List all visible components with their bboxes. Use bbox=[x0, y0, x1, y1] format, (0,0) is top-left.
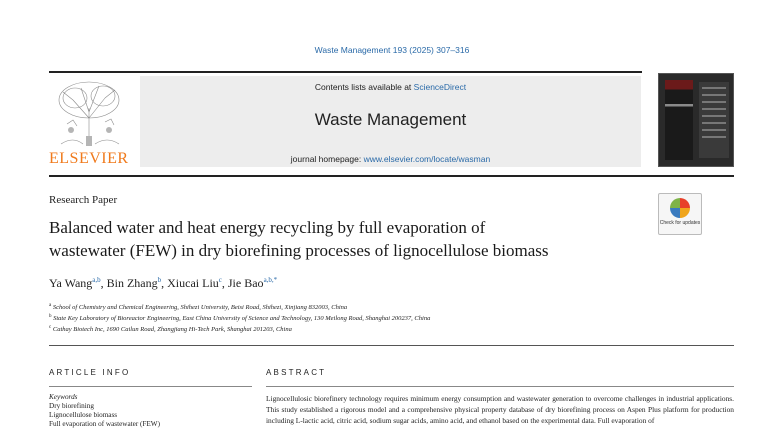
author-name[interactable]: Bin Zhang bbox=[106, 276, 158, 290]
author-affil-mark[interactable]: b bbox=[157, 276, 162, 284]
affiliation-text: State Key Laboratory of Bioreactor Engineering, East China University of Science and Technology, 130 Meilong Road, Shanghai 200237, China bbox=[53, 315, 431, 323]
affiliation-mark: c bbox=[49, 325, 52, 330]
abstract-heading: ABSTRACT bbox=[266, 368, 327, 377]
author-name[interactable]: Ya Wang bbox=[49, 276, 93, 290]
keyword-item[interactable]: Full evaporation of wastewater (FEW) bbox=[49, 420, 160, 428]
keywords-block bbox=[49, 393, 160, 429]
author-name[interactable]: Xiucai Liu bbox=[167, 276, 219, 290]
author-name[interactable]: Jie Bao bbox=[227, 276, 264, 290]
affiliation bbox=[49, 314, 430, 322]
keyword-item[interactable]: Lignocellulose biomass bbox=[49, 411, 118, 419]
journal-name: Waste Management bbox=[314, 110, 467, 129]
affiliation-mark: b bbox=[49, 314, 52, 319]
journal-cover-thumbnail[interactable] bbox=[658, 73, 734, 167]
title-line-2: wastewater (FEW) in dry biorefining processes of lignocellulose biomass bbox=[49, 241, 549, 260]
check-for-updates-button[interactable] bbox=[658, 193, 702, 235]
journal-homepage-link[interactable]: www.elsevier.com/locate/wasman bbox=[363, 154, 491, 164]
sciencedirect-link[interactable]: ScienceDirect bbox=[413, 82, 467, 92]
contents-prefix: Contents lists available at bbox=[314, 82, 414, 92]
author-affil-mark[interactable]: c bbox=[218, 276, 222, 284]
check-updates-icon bbox=[670, 198, 690, 218]
keywords-label: Keywords bbox=[49, 393, 78, 401]
cover-image-strip bbox=[665, 80, 693, 160]
author-separator: , bbox=[221, 276, 228, 290]
contents-line bbox=[140, 82, 641, 92]
author-affil-mark[interactable]: a,b bbox=[92, 276, 101, 284]
affiliation bbox=[49, 325, 292, 333]
elsevier-wordmark: ELSEVIER bbox=[49, 150, 129, 167]
homepage-prefix: journal homepage: bbox=[290, 154, 364, 164]
affiliation-mark: a bbox=[49, 303, 52, 308]
section-divider bbox=[49, 345, 734, 346]
header-bottom-rule bbox=[49, 175, 734, 177]
keyword-item[interactable]: Dry biorefining bbox=[49, 402, 94, 410]
elsevier-tree-icon bbox=[53, 78, 125, 148]
author-separator: , bbox=[100, 276, 107, 290]
abstract-rule bbox=[266, 386, 734, 387]
author-affil-mark[interactable]: a,b,* bbox=[263, 276, 278, 284]
affiliation bbox=[49, 303, 347, 311]
affiliation-text: Cathay Biotech Inc, 1690 Cailun Road, Zhangjiang Hi-Tech Park, Shanghai 201203, China bbox=[52, 326, 292, 334]
author-separator: , bbox=[161, 276, 168, 290]
elsevier-logo[interactable] bbox=[49, 76, 127, 166]
affiliation-text: School of Chemistry and Chemical Engineering, Shihezi University, Beisi Road, Shihezi, Xinjiang 832003, China bbox=[52, 304, 348, 312]
homepage-line bbox=[140, 154, 641, 164]
article-info-rule bbox=[49, 386, 252, 387]
title-line-1: Balanced water and heat energy recycling by full evaporation of bbox=[49, 218, 486, 237]
paper-type: Research Paper bbox=[49, 194, 118, 206]
article-title bbox=[49, 216, 639, 262]
author-list bbox=[49, 276, 277, 291]
header-top-rule bbox=[49, 71, 642, 73]
article-info-heading: ARTICLE INFO bbox=[49, 368, 131, 377]
abstract-text: Lignocellulosic biorefinery technology requires minimum energy consumption and wastewater generation to overcome challenges in industrial applications. This study established a rigorous model and a comprehensive physical property database of dry biorefining process on Aspen Plus platform for production including L-lactic acid, citric acid, sodium sugar acids, amino acid, and ethanol based on the experimental data. Full evaporation of bbox=[266, 394, 734, 426]
cover-text-block bbox=[699, 82, 729, 158]
journal-citation[interactable]: Waste Management 193 (2025) 307–316 bbox=[314, 45, 470, 55]
check-updates-label: Check for updates bbox=[659, 220, 701, 226]
